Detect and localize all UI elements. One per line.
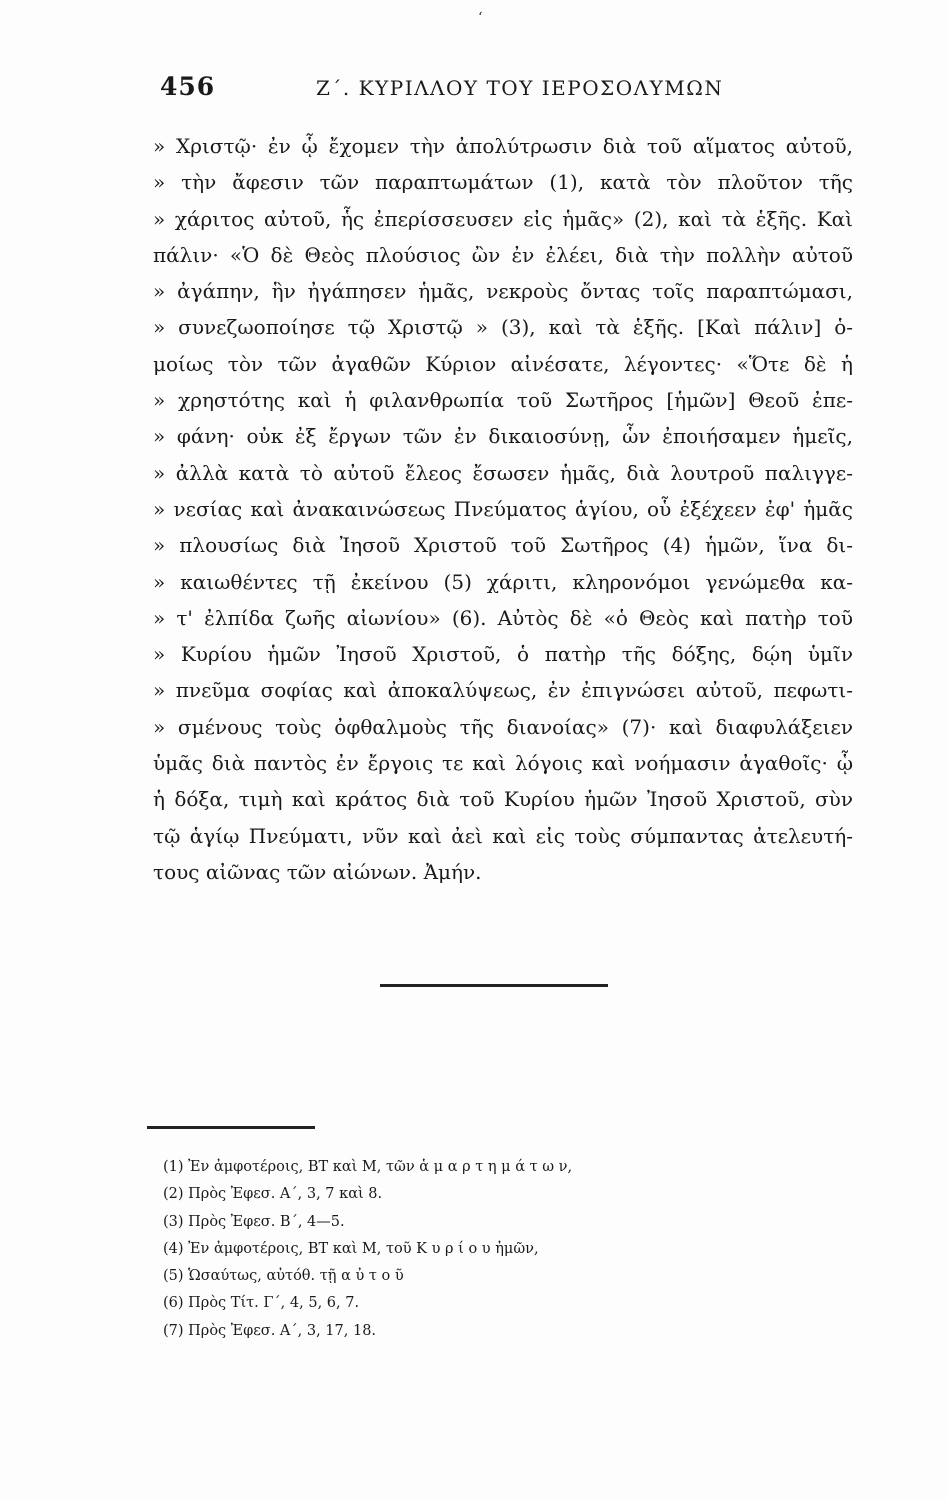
text-line: » τ' ἐλπίδα ζωῆς αἰωνίου» (6). Αὐτὸς δὲ «ὁ Θεὸς καὶ πατὴρ τοῦ: [153, 605, 853, 630]
text-line: τους αἰῶνας τῶν αἰώνων. Ἀμήν.: [153, 859, 482, 884]
footnotes: [163, 1154, 723, 1345]
body-text: [153, 128, 853, 890]
text-line: » χρηστότης καὶ ἡ φιλανθρωπία τοῦ Σωτῆρος [ἡμῶν] Θεοῦ ἐπε-: [153, 388, 853, 413]
text-line: πάλιν· «Ὁ δὲ Θεὸς πλούσιος ὢν ἐν ἐλέει, διὰ τὴν πολλὴν αὐτοῦ: [153, 242, 853, 267]
page-number: 456: [160, 72, 216, 101]
text-line: » φάνη· οὐκ ἐξ ἔργων τῶν ἐν δικαιοσύνῃ, ὧν ἐποιήσαμεν ἡμεῖς,: [153, 424, 853, 449]
text-line: τῷ ἁγίῳ Πνεύματι, νῦν καὶ ἀεὶ καὶ εἰς τοὺς σύμπαντας ἀτελευτή-: [153, 823, 853, 848]
text-line: » ἀγάπην, ἣν ἠγάπησεν ἡμᾶς, νεκροὺς ὄντας τοῖς παραπτώμασι,: [153, 279, 853, 304]
top-mark: ʻ: [478, 10, 483, 26]
text-line: » πνεῦμα σοφίας καὶ ἀποκαλύψεως, ἐν ἐπιγνώσει αὐτοῦ, πεφωτι-: [153, 678, 853, 703]
text-line: » ἀλλὰ κατὰ τὸ αὐτοῦ ἔλεος ἔσωσεν ἡμᾶς, διὰ λουτροῦ παλιγγε-: [153, 460, 853, 485]
footnote: (6) Πρὸς Τίτ. Γ΄, 4, 5, 6, 7.: [163, 1295, 360, 1312]
text-line: ἡ δόξα, τιμὴ καὶ κράτος διὰ τοῦ Κυρίου ἡμῶν Ἰησοῦ Χριστοῦ, σὺν: [153, 787, 853, 812]
text-line: » Χριστῷ· ἐν ᾧ ἔχομεν τὴν ἀπολύτρωσιν διὰ τοῦ αἵματος αὐτοῦ,: [153, 134, 853, 158]
footnote: (1) Ἐν ἀμφοτέροις, BT καὶ M, τῶν ἁ μ α ρ τ η μ ά τ ω ν,: [163, 1159, 573, 1175]
footnote-separator: [147, 1126, 315, 1129]
footnote: (5) Ὡσαύτως, αὐτόθ. τῇ α ὐ τ ο ῦ: [163, 1268, 404, 1285]
running-title: Ζ΄. ΚΥΡΙΛΛΟΥ ΤΟΥ ΙΕΡΟΣΟΛΥΜΩΝ: [316, 76, 724, 100]
text-line: » συνεζωοποίησε τῷ Χριστῷ » (3), καὶ τὰ ἑξῆς. [Καὶ πάλιν] ὁ-: [153, 315, 853, 340]
text-line: μοίως τὸν τῶν ἀγαθῶν Κύριον αἰνέσατε, λέγοντες· «Ὅτε δὲ ἡ: [153, 351, 853, 376]
running-head: [148, 72, 860, 112]
footnote: (7) Πρὸς Ἐφεσ. Α΄, 3, 17, 18.: [163, 1322, 377, 1339]
text-line: » πλουσίως διὰ Ἰησοῦ Χριστοῦ τοῦ Σωτῆρος (4) ἡμῶν, ἵνα δι-: [153, 533, 853, 558]
text-line: ὑμᾶς διὰ παντὸς ἐν ἔργοις τε καὶ λόγοις καὶ νοήμασιν ἀγαθοῖς· ᾧ: [153, 751, 853, 776]
footnote: (4) Ἐν ἀμφοτέροις, BT καὶ M, τοῦ Κ υ ρ ί ο υ ἡμῶν,: [163, 1240, 539, 1257]
text-line: » χάριτος αὐτοῦ, ἧς ἐπερίσσευσεν εἰς ἡμᾶς» (2), καὶ τὰ ἑξῆς. Καὶ: [153, 206, 853, 231]
footnote: (3) Πρὸς Ἐφεσ. Β΄, 4—5.: [163, 1213, 345, 1230]
text-line: » σμένους τοὺς ὀφθαλμοὺς τῆς διανοίας» (7)· καὶ διαφυλάξειεν: [153, 714, 853, 739]
text-line: » Κυρίου ἡμῶν Ἰησοῦ Χριστοῦ, ὁ πατὴρ τῆς δόξης, δῴη ὑμῖν: [153, 642, 853, 667]
footnote: (2) Πρὸς Ἐφεσ. Α΄, 3, 7 καὶ 8.: [163, 1186, 383, 1203]
text-line: » καιωθέντες τῇ ἐκείνου (5) χάριτι, κληρονόμοι γενώμεθα κα-: [153, 569, 853, 594]
text-line: » νεσίας καὶ ἀνακαινώσεως Πνεύματος ἁγίου, οὗ ἐξέχεεν ἐφ' ἡμᾶς: [153, 496, 853, 521]
section-end-rule: [380, 984, 608, 987]
text-line: » τὴν ἄφεσιν τῶν παραπτωμάτων (1), κατὰ τὸν πλοῦτον τῆς: [153, 170, 853, 195]
